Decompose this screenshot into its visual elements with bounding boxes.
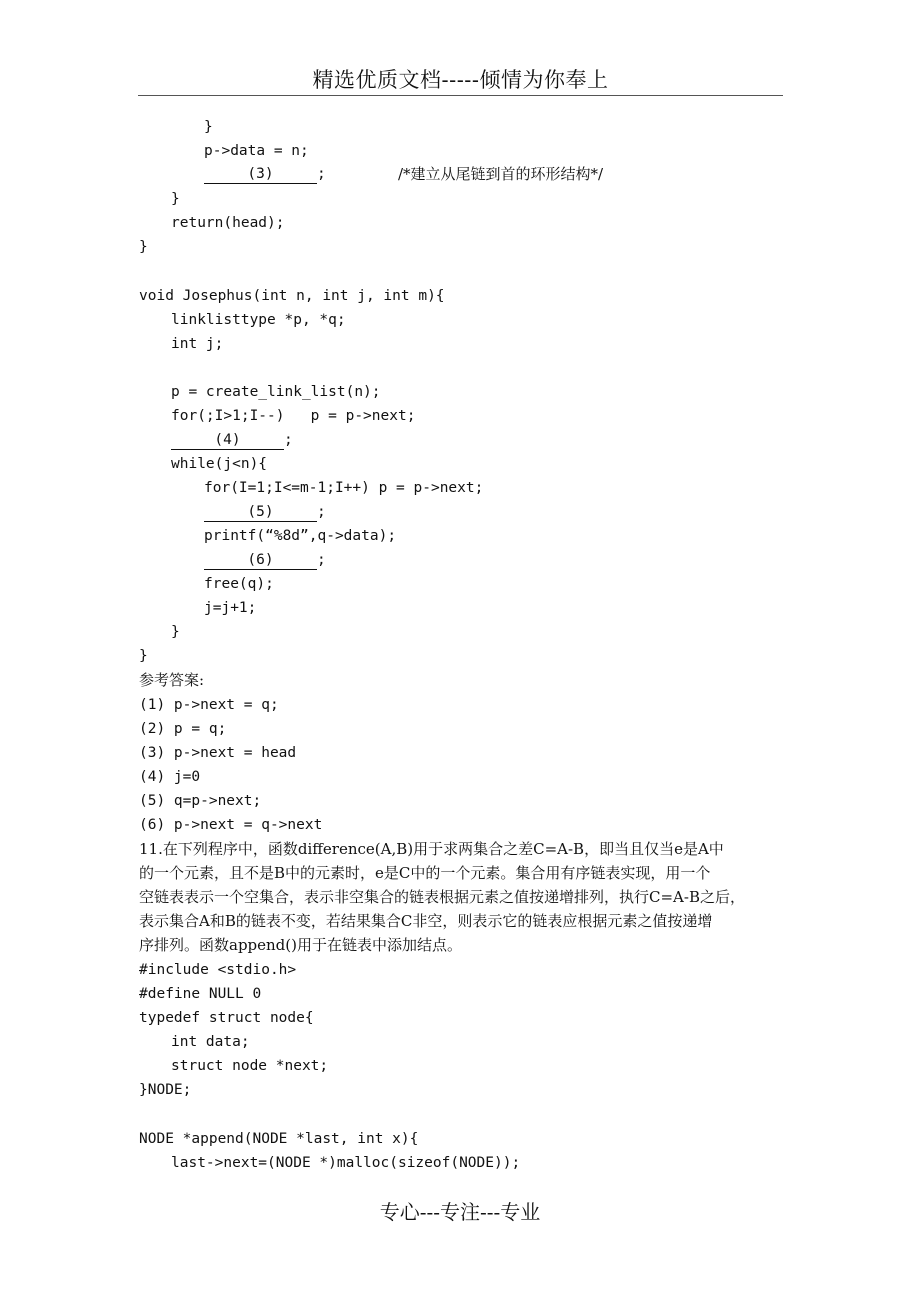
code-line: } (139, 239, 148, 255)
fill-blank: (3) (204, 166, 317, 184)
code-line: int j; (171, 336, 224, 352)
answers-title: 参考答案: (139, 671, 205, 689)
question-11-line: 11.在下列程序中，函数difference(A,B)用于求两集合之差C=A-B，即当且仅当e是A中 (139, 840, 724, 858)
code-line: } (171, 191, 180, 207)
code-line: int data; (171, 1034, 250, 1050)
fill-blank: (5) (204, 504, 317, 522)
code-line (204, 550, 326, 570)
code-text: ; (284, 432, 293, 448)
code-text: ; (317, 504, 326, 520)
code-line (204, 502, 326, 522)
code-line: p->data = n; (204, 143, 309, 159)
answer-item: (3) p->next = head (139, 745, 297, 761)
code-line: } (139, 648, 148, 664)
code-text: ; (317, 552, 326, 568)
code-comment: /*建立从尾链到首的环形结构*/ (398, 165, 604, 183)
question-11-line: 空链表表示一个空集合，表示非空集合的链表根据元素之值按递增排列，执行C=A-B之后， (139, 888, 745, 906)
code-line: while(j<n){ (171, 456, 268, 472)
code-line: } (171, 624, 180, 640)
code-line: void Josephus(int n, int j, int m){ (139, 288, 445, 304)
code-line: typedef struct node{ (139, 1010, 314, 1026)
code-line: NODE *append(NODE *last, int x){ (139, 1131, 419, 1147)
code-line: }NODE; (139, 1082, 192, 1098)
code-line: linklisttype *p, *q; (171, 312, 346, 328)
code-line: free(q); (204, 576, 274, 592)
code-text: ; (317, 166, 326, 182)
code-line: j=j+1; (204, 600, 257, 616)
page-header: 精选优质文档-----倾情为你奉上 (312, 68, 609, 92)
code-line: } (204, 119, 213, 135)
code-line: #include <stdio.h> (139, 962, 297, 978)
code-line (204, 164, 326, 184)
fill-blank: (4) (171, 432, 284, 450)
page-footer: 专心---专注---专业 (379, 1200, 541, 1224)
question-11-line: 序排列。函数append()用于在链表中添加结点。 (139, 936, 462, 954)
answer-item: (4) j=0 (139, 769, 201, 785)
answer-item: (6) p->next = q->next (139, 817, 323, 833)
answer-item: (1) p->next = q; (139, 697, 279, 713)
code-line (171, 430, 293, 450)
code-line: p = create_link_list(n); (171, 384, 381, 400)
question-11-line: 的一个元素，且不是B中的元素时，e是C中的一个元素。集合用有序链表实现，用一个 (139, 864, 711, 882)
code-line: last->next=(NODE *)malloc(sizeof(NODE)); (171, 1155, 521, 1171)
header-rule (138, 95, 783, 96)
fill-blank: (6) (204, 552, 317, 570)
answer-item: (5) q=p->next; (139, 793, 262, 809)
code-line: #define NULL 0 (139, 986, 262, 1002)
answer-item: (2) p = q; (139, 721, 227, 737)
code-line: for(I=1;I<=m-1;I++) p = p->next; (204, 480, 484, 496)
code-line: return(head); (171, 215, 285, 231)
question-11-line: 表示集合A和B的链表不变，若结果集合C非空，则表示它的链表应根据元素之值按递增 (139, 912, 713, 930)
code-line: for(;I>1;I--) p = p->next; (171, 408, 416, 424)
code-line: struct node *next; (171, 1058, 329, 1074)
code-line: printf(“%8d”,q->data); (204, 528, 397, 544)
